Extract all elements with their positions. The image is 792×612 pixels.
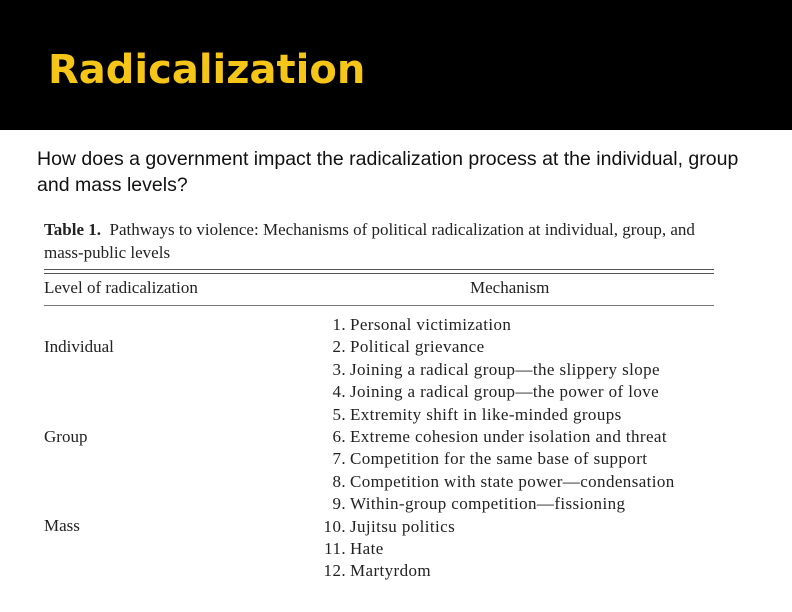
table-caption [44,218,716,264]
mechanism-item [312,448,675,470]
mechanism-list [312,314,675,583]
level-label-individual: Individual [44,337,114,356]
mechanism-number: 5. [332,404,346,424]
mechanism-text: Joining a radical group—the power of love [350,382,660,402]
mechanism-number: 4. [332,382,346,402]
mechanism-number: 6. [332,426,346,446]
mechanism-text: Extreme cohesion under isolation and threat [350,426,667,446]
mechanism-number: 12. [323,561,346,581]
mechanism-text: Extremity shift in like-minded groups [350,404,622,424]
mechanism-text: Competition for the same base of support [350,449,648,469]
table-top-rule-double [44,273,714,274]
title-band [0,0,792,130]
mechanism-text: Within-group competition—fissioning [350,494,626,514]
mechanism-number: 10. [323,516,346,536]
question-text: How does a government impact the radicalization process at the individual, group and mass levels? [37,148,739,196]
mechanism-text: Jujitsu politics [350,516,456,536]
mechanism-item [312,471,675,493]
mechanism-text: Joining a radical group—the slippery slope [350,359,660,379]
table-caption-text: Pathways to violence: Mechanisms of political radicalization at individual, group, and mass-public levels [44,220,695,262]
column-header-level: Level of radicalization [44,278,198,297]
mechanism-number: 8. [332,471,346,491]
table-header-rule [44,305,714,306]
mechanism-number: 11. [324,538,346,558]
mechanism-item [312,516,675,538]
mechanism-item [312,359,675,381]
mechanism-number: 7. [332,449,346,469]
mechanism-number: 3. [332,359,346,379]
table-caption-label: Table 1. [44,220,102,239]
mechanism-text: Competition with state power—condensation [350,471,675,491]
mechanism-number: 2. [332,337,346,357]
mechanism-text: Martyrdom [350,561,432,581]
table-top-rule [44,269,714,270]
table-figure [44,218,716,590]
slide-title: Radicalization [48,47,366,93]
mechanism-text: Hate [350,538,384,558]
mechanism-item [312,493,675,515]
level-label-group: Group [44,427,88,446]
mechanism-text: Personal victimization [350,315,512,334]
mechanism-text: Political grievance [350,337,485,357]
mechanism-item [312,426,675,448]
mechanism-item [312,560,675,582]
mechanism-number: 1. [332,315,346,334]
mechanism-item [312,336,675,358]
mechanism-item [312,381,675,403]
mechanism-item [312,538,675,560]
level-label-mass: Mass [44,516,80,535]
mechanism-item [312,404,675,426]
mechanism-number: 9. [332,494,346,514]
column-header-mechanism: Mechanism [470,278,550,297]
mechanism-item [312,314,675,336]
